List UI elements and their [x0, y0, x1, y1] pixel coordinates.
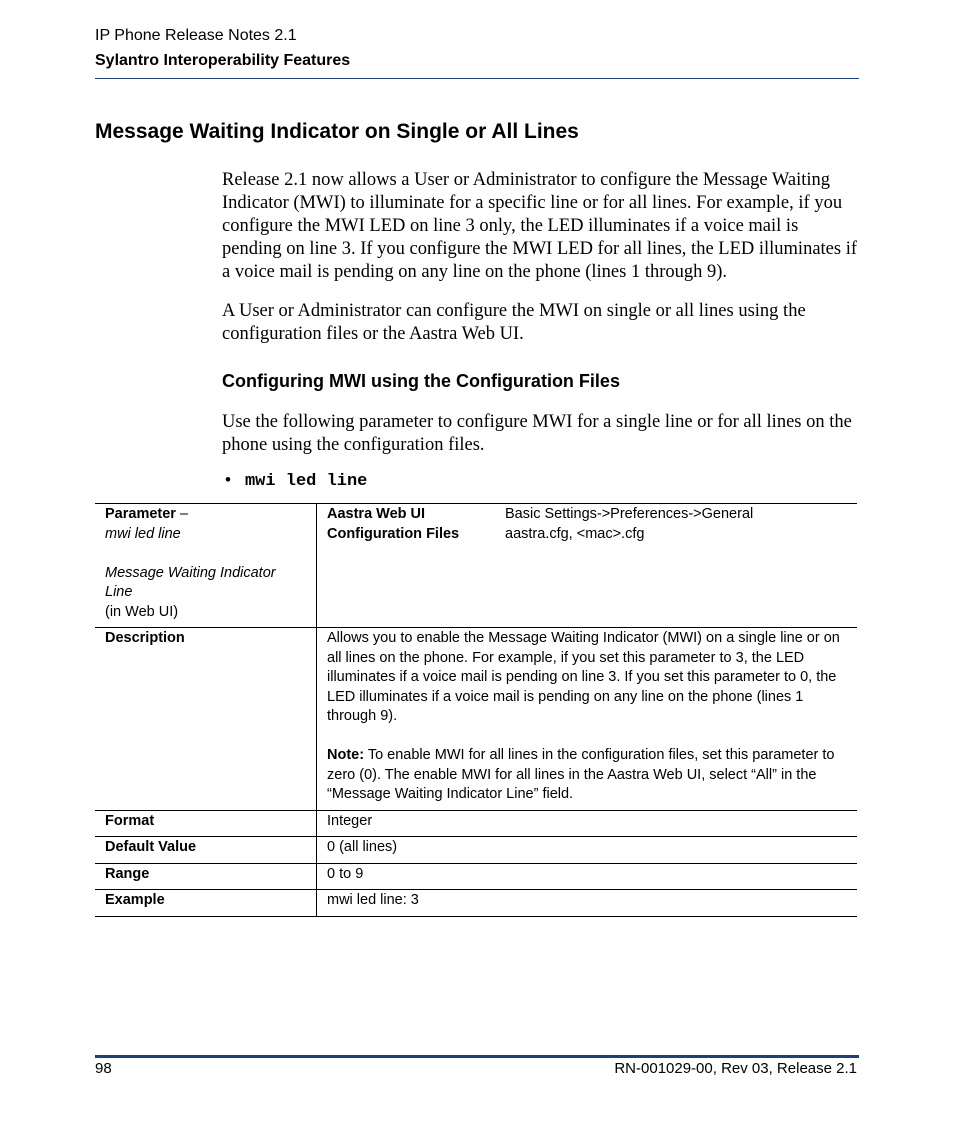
header-subtitle: Sylantro Interoperability Features [95, 52, 351, 69]
config-files-label: Configuration Files [327, 525, 460, 542]
section-heading: Message Waiting Indicator on Single or All Lines [95, 120, 579, 143]
row-label-range: Range [95, 863, 317, 890]
row-value-format: Integer [317, 810, 858, 837]
header-title: IP Phone Release Notes 2.1 [95, 27, 297, 44]
footer-divider [95, 1055, 859, 1058]
row-label-example: Example [95, 890, 317, 917]
note-label: Note: [327, 747, 365, 763]
table-row-parameter [95, 504, 857, 628]
table-row-description [95, 628, 857, 811]
description-label: Description [95, 628, 317, 811]
parameter-webui-name: Message Waiting Indicator Line [105, 564, 276, 600]
row-value-range: 0 to 9 [317, 863, 858, 890]
table-row [95, 837, 857, 864]
subsection-heading: Configuring MWI using the Configuration Files [222, 371, 620, 391]
bullet-dot: • [225, 470, 231, 489]
note-text: To enable MWI for all lines in the configuration files, set this parameter to zero (0). The enable MWI for all lines in the Aastra Web UI, select “All” in the “Message Waiting Indicator Line” field. [327, 747, 835, 802]
row-value-example: mwi led line: 3 [317, 890, 858, 917]
parameter-label: Parameter [105, 506, 176, 522]
webui-label: Aastra Web UI [327, 506, 426, 522]
parameter-webui-note: (in Web UI) [105, 603, 179, 620]
row-label-default-value: Default Value [95, 837, 317, 864]
parameter-name: mwi led line [105, 525, 181, 542]
subsection-paragraph: Use the following parameter to configure MWI for a single line or for all lines on the phone using the configuration files. [222, 412, 852, 455]
parameter-cell [95, 504, 317, 628]
parameter-bullet-text: mwi led line [244, 472, 368, 491]
table-row [95, 810, 857, 837]
row-label-format: Format [95, 810, 317, 837]
table-row [95, 863, 857, 890]
parameter-dash: – [175, 506, 189, 522]
description-note [327, 746, 847, 805]
parameter-table [95, 503, 857, 917]
page-number: 98 [95, 1060, 112, 1077]
table-row [95, 890, 857, 917]
parameter-bullet [225, 470, 367, 491]
row-value-default-value: 0 (all lines) [317, 837, 858, 864]
description-text: Allows you to enable the Message Waiting Indicator (MWI) on a single line or on all lines on the phone. For example, if you set this parameter to 3, the LED illuminates if a voice mail is pending on line 3. If you set this parameter to 0, the LED illuminates if a voice mail is pending on any line on the phone (lines 1 through 9). [327, 630, 840, 724]
header-divider [95, 78, 859, 79]
section-paragraph-2: A User or Administrator can configure the MWI on single or all lines using the configuration files or the Aastra Web UI. [222, 301, 806, 344]
document-id: RN-001029-00, Rev 03, Release 2.1 [614, 1060, 857, 1077]
location-cell [317, 504, 858, 628]
config-files-value: aastra.cfg, <mac>.cfg [505, 525, 645, 542]
webui-value: Basic Settings->Preferences->General [505, 506, 754, 522]
section-paragraph-1: Release 2.1 now allows a User or Administrator to configure the Message Waiting Indicator (MWI) to illuminate for a specific line or for all lines. For example, if you configure the MWI LED on line 3 only, the LED illuminates if a voice mail is pending on line 3. If you configure the MWI LED for all lines, the LED illuminates if a voice mail is pending on any line on the phone (lines 1 through 9). [222, 170, 858, 282]
description-cell [317, 628, 858, 811]
